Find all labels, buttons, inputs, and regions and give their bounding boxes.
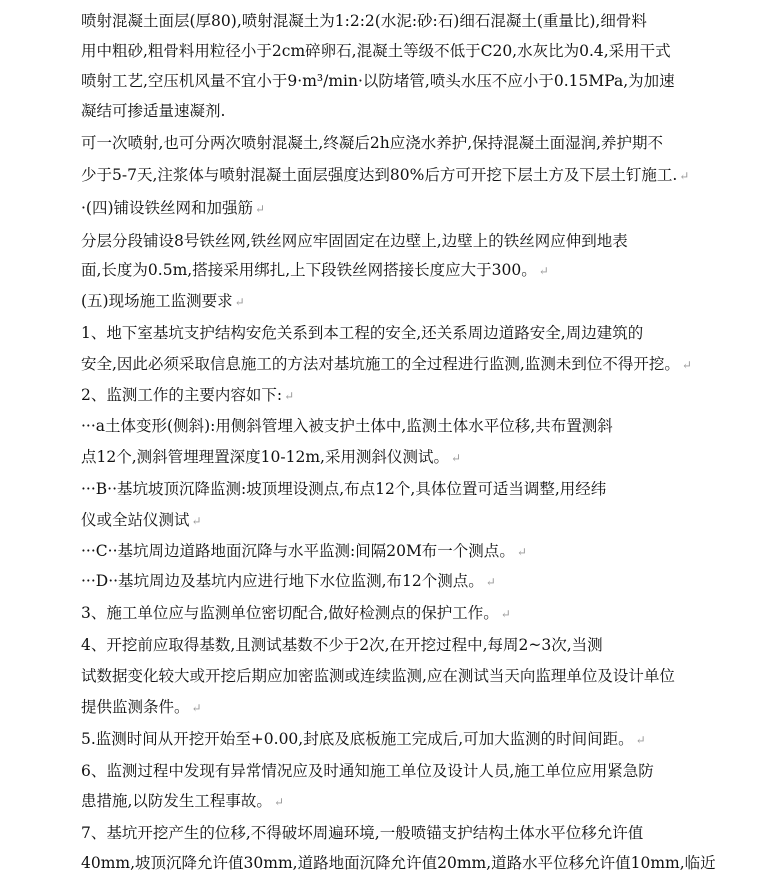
text-line: 5.监测时间从开挖开始至+0.00,封底及底板施工完成后,可加大监测的时间间距。 ↵ xyxy=(81,730,646,748)
text-line: 少于5-7天,注浆体与喷射混凝土面层强度达到80%后方可开挖下层土方及下层土钉施工. ↵ xyxy=(81,166,690,184)
text-line: 安全,因此必须采取信息施工的方法对基坑施工的全过程进行监测,监测未到位不得开挖。 ↵ xyxy=(81,355,692,373)
paragraph-mark-icon: ↵ xyxy=(681,358,692,372)
list-item: ···B··基坑坡顶沉降监测:坡顶埋设测点,布点12个,具体位置可适当调整,用经纬 xyxy=(81,480,607,498)
text-line: 2、监测工作的主要内容如下: ↵ xyxy=(81,386,295,404)
text-line: 7、基坑开挖产生的位移,不得破坏周遍环境,一般喷锚支护结构土体水平位移允许值 xyxy=(81,824,644,842)
paragraph-mark-icon: ↵ xyxy=(284,389,295,403)
text-line: 点12个,测斜管埋理置深度10-12m,采用测斜仪测试。 ↵ xyxy=(81,448,462,466)
paragraph-mark-icon: ↵ xyxy=(234,295,245,309)
text-line: 仪或全站仪测试 ↵ xyxy=(81,511,202,529)
section-heading: (五)现场施工监测要求 ↵ xyxy=(81,292,245,310)
paragraph-mark-icon: ↵ xyxy=(191,514,202,528)
text-line: 1、地下室基坑支护结构安危关系到本工程的安全,还关系周边道路安全,周边建筑的 xyxy=(81,324,644,342)
text-line: 用中粗砂,粗骨料用粒径小于2cm碎卵石,混凝土等级不低于C20,水灰比为0.4,采用干式 xyxy=(81,42,671,60)
text-line: 试数据变化较大或开挖后期应加密监测或连续监测,应在测试当天向监理单位及设计单位 xyxy=(81,667,675,685)
paragraph-mark-icon: ↵ xyxy=(450,451,462,465)
text-line: 分层分段铺设8号铁丝网,铁丝网应牢固固定在边壁上,边壁上的铁丝网应伸到地表 xyxy=(81,232,628,250)
text-line: 面,长度为0.5m,搭接采用绑扎,上下段铁丝网搭接长度应大于300。 ↵ xyxy=(81,261,549,279)
paragraph-mark-icon: ↵ xyxy=(679,169,690,183)
text-line: 40mm,坡顶沉降允许值30mm,道路地面沉降允许值20mm,道路水平位移允许值10mm,临近 xyxy=(81,854,716,872)
text-line: 提供监测条件。 ↵ xyxy=(81,698,202,716)
paragraph-mark-icon: ↵ xyxy=(485,575,496,589)
text-line: 凝结可掺适量速凝剂. xyxy=(81,102,226,120)
paragraph-mark-icon: ↵ xyxy=(191,701,202,715)
paragraph-mark-icon: ↵ xyxy=(635,733,646,747)
text-line: 喷射混凝土面层(厚80),喷射混凝土为1:2:2(水泥:砂:石)细石混凝土(重量比),细骨料 xyxy=(81,12,647,30)
section-heading: ·(四)铺设铁丝网和加强筋 ↵ xyxy=(81,199,266,217)
text-line: 4、开挖前应取得基数,且测试基数不少于2次,在开挖过程中,每周2~3次,当测 xyxy=(81,636,603,654)
list-item: ···a土体变形(侧斜):用侧斜管埋入被支护土体中,监测土体水平位移,共布置测斜 xyxy=(81,417,613,435)
text-line: 患措施,以防发生工程事故。 ↵ xyxy=(81,792,284,810)
text-line: 3、施工单位应与监测单位密切配合,做好检测点的保护工作。 ↵ xyxy=(81,604,511,622)
text-line: 喷射工艺,空压机风量不宜小于9·m³/min·以防堵管,喷头水压不应小于0.15MPa,为加速 xyxy=(81,72,675,90)
paragraph-mark-icon: ↵ xyxy=(516,545,527,559)
paragraph-mark-icon: ↵ xyxy=(538,264,549,278)
paragraph-mark-icon: ↵ xyxy=(273,795,284,809)
text-line: 6、监测过程中发现有异常情况应及时通知施工单位及设计人员,施工单位应用紧急防 xyxy=(81,762,654,780)
list-item: ···C··基坑周边道路地面沉降与水平监测:间隔20M布一个测点。 ↵ xyxy=(81,542,527,560)
text-line: 可一次喷射,也可分两次喷射混凝土,终凝后2h应浇水养护,保持混凝土面湿润,养护期不 xyxy=(81,134,664,152)
paragraph-mark-icon: ↵ xyxy=(255,202,266,216)
list-item: ···D··基坑周边及基坑内应进行地下水位监测,布12个测点。 ↵ xyxy=(81,572,496,590)
paragraph-mark-icon: ↵ xyxy=(500,607,511,621)
